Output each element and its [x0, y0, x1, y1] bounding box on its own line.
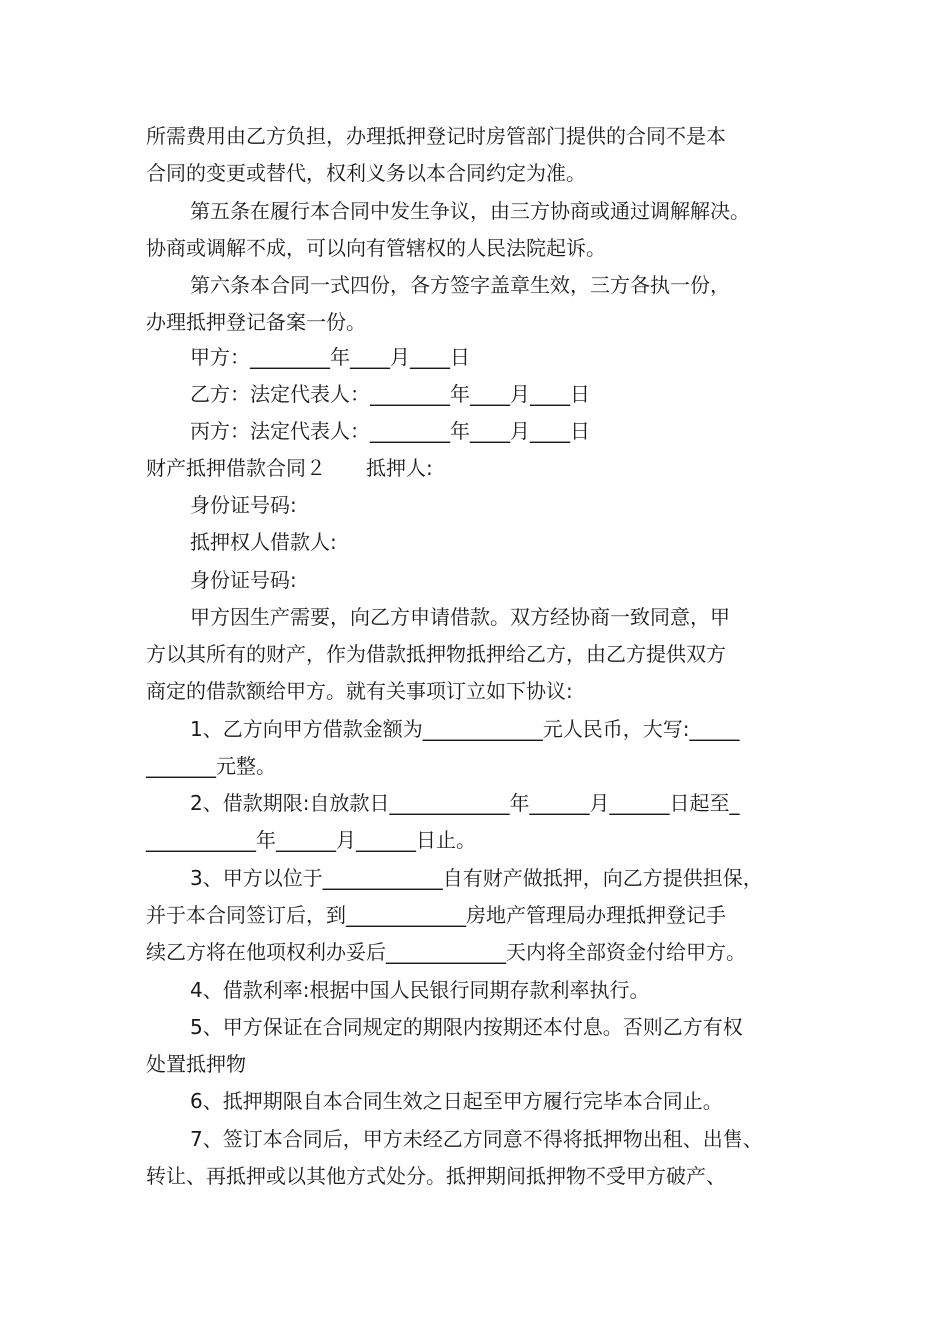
- contract-title-line: 财产抵押借款合同２ 抵押人:: [146, 456, 433, 480]
- signature-line-party-b: 乙方：法定代表人：________年____月____日: [190, 382, 590, 406]
- text-line: 抵押权人借款人:: [190, 530, 337, 554]
- text-line: 商定的借款额给甲方。就有关事项订立如下协议:: [146, 679, 573, 703]
- clause-line: 5、甲方保证在合同规定的期限内按期还本付息。否则乙方有权: [190, 1015, 743, 1039]
- clause-line: 1、乙方向甲方借款金额为____________元人民币，大写:_____: [190, 717, 740, 741]
- clause-line: 处置抵押物: [146, 1052, 246, 1076]
- text-line: 方以其所有的财产，作为借款抵押物抵押给乙方，由乙方提供双方: [146, 642, 726, 666]
- signature-line-party-c: 丙方：法定代表人：________年____月____日: [190, 419, 590, 443]
- clause-line: 转让、再抵押或以其他方式处分。抵押期间抵押物不受甲方破产、: [146, 1164, 726, 1188]
- text-line: 协商或调解不成，可以向有管辖权的人民法院起诉。: [146, 236, 606, 260]
- text-line: 第六条本合同一式四份，各方签字盖章生效，三方各执一份，: [190, 273, 730, 297]
- clause-line: 续乙方将在他项权利办妥后____________天内将全部资金付给甲方。: [146, 940, 746, 964]
- clause-line: 4、借款利率:根据中国人民银行同期存款利率执行。: [190, 978, 650, 1002]
- text-line: 办理抵押登记备案一份。: [146, 310, 366, 334]
- clause-line: _______元整。: [146, 754, 276, 778]
- text-line: 身份证号码:: [190, 568, 297, 592]
- clause-line: 2、借款期限:自放款日____________年______月______日起至_: [190, 791, 740, 815]
- clause-line: ___________年______月______日止。: [146, 828, 476, 852]
- clause-line: 7、签订本合同后，甲方未经乙方同意不得将抵押物出租、出售、: [190, 1127, 763, 1151]
- clause-line: 并于本合同签订后，到____________房地产管理局办理抵押登记手: [146, 903, 726, 927]
- signature-line-party-a: 甲方：________年____月____日: [190, 345, 470, 369]
- text-line: 合同的变更或替代，权利义务以本合同约定为准。: [146, 161, 586, 185]
- text-line: 身份证号码:: [190, 493, 297, 517]
- text-line: 所需费用由乙方负担，办理抵押登记时房管部门提供的合同不是本: [146, 124, 726, 148]
- text-line: 第五条在履行本合同中发生争议，由三方协商或通过调解解决。: [190, 199, 750, 223]
- clause-line: 6、抵押期限自本合同生效之日起至甲方履行完毕本合同止。: [190, 1089, 723, 1113]
- text-line: 甲方因生产需要，向乙方申请借款。双方经协商一致同意，甲: [190, 605, 730, 629]
- clause-line: 3、甲方以位于____________自有财产做抵押，向乙方提供担保，: [190, 866, 763, 890]
